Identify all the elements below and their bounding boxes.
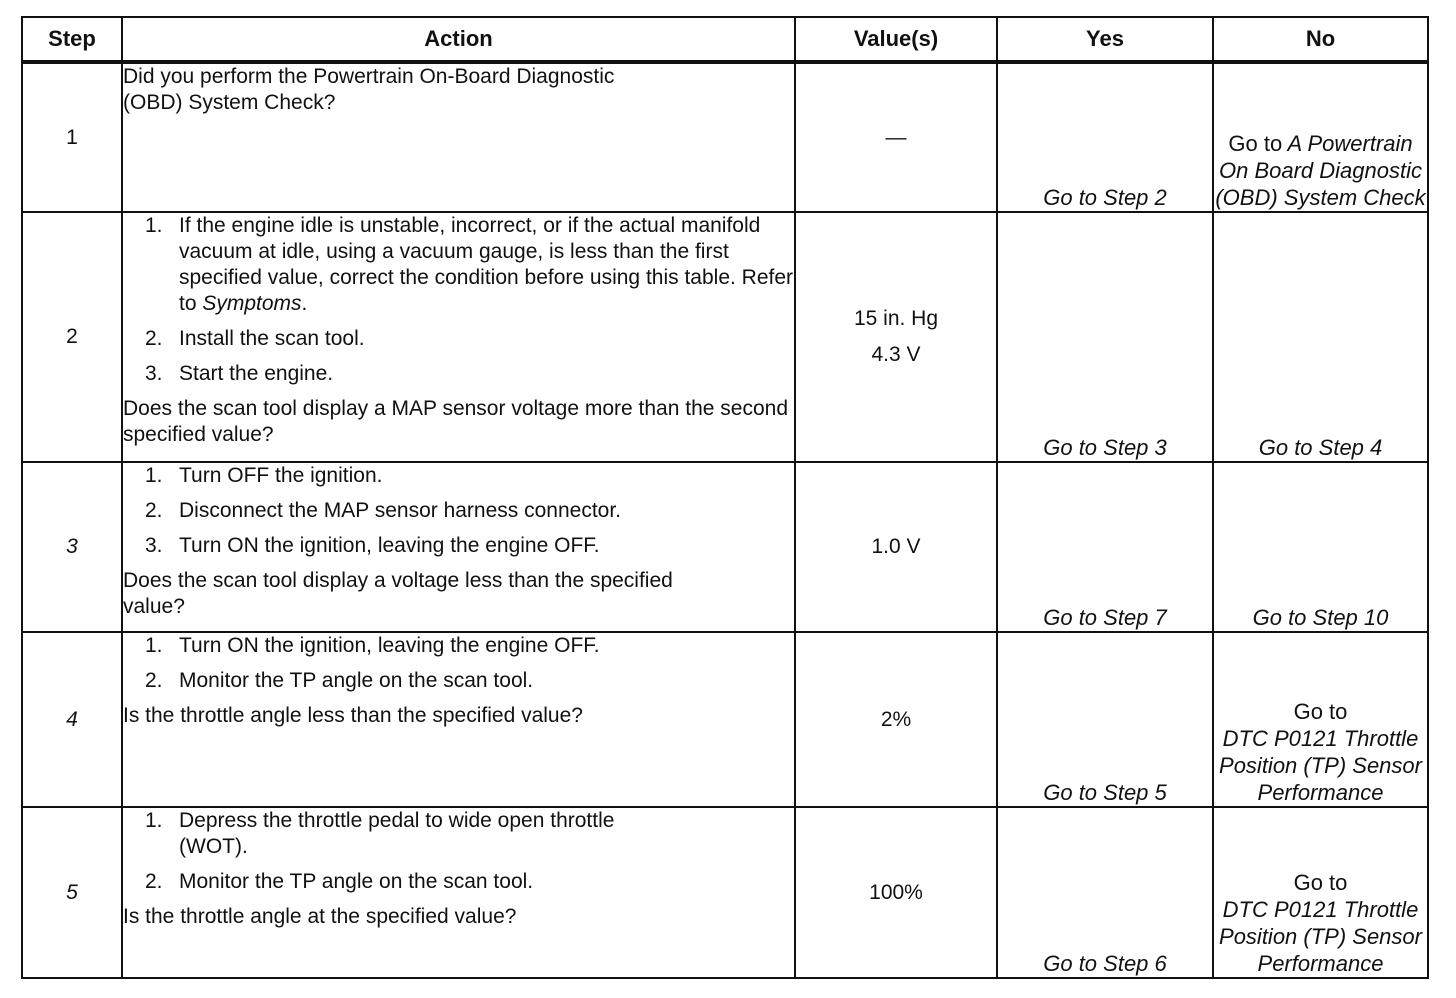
no-link[interactable] — [1213, 62, 1428, 212]
action-step — [123, 213, 794, 317]
header-action: Action — [122, 17, 795, 62]
yes-link[interactable]: Go to Step 2 — [997, 62, 1213, 212]
no-link-target: A Powertrain On Board Diagnostic (OBD) System Check — [1215, 131, 1426, 210]
yes-link[interactable]: Go to Step 3 — [997, 212, 1213, 462]
action-cell — [122, 462, 795, 632]
table-row — [22, 632, 1428, 807]
no-link[interactable]: Go to Step 10 — [1213, 462, 1428, 632]
action-step — [123, 633, 794, 659]
step-item-number: 1. — [145, 214, 163, 237]
action-step — [123, 869, 794, 895]
value-cell — [795, 462, 997, 632]
action-question: Did you perform the Powertrain On-Board Diagnostic (OBD) System Check? — [123, 65, 615, 114]
value-cell — [795, 807, 997, 978]
table-row — [22, 212, 1428, 462]
action-cell — [122, 212, 795, 462]
step-item-text: Depress the throttle pedal to wide open throttle (WOT). — [179, 809, 615, 858]
action-steps — [123, 213, 794, 387]
value-cell — [795, 632, 997, 807]
action-step — [123, 533, 794, 559]
action-step — [123, 498, 794, 524]
header-step: Step — [22, 17, 122, 62]
table-row — [22, 462, 1428, 632]
action-step — [123, 326, 794, 352]
action-question: Does the scan tool display a MAP sensor voltage more than the second specified value? — [123, 397, 788, 446]
step-item-number: 3. — [145, 534, 163, 557]
symptoms-reference[interactable]: Symptoms — [202, 292, 302, 315]
header-values: Value(s) — [795, 17, 997, 62]
step-item-text: Turn ON the ignition, leaving the engine OFF. — [179, 534, 600, 557]
no-link-prefix: Go to — [1228, 131, 1283, 156]
step-item-number: 2. — [145, 669, 163, 692]
action-question: Is the throttle angle at the specified value? — [123, 905, 517, 928]
no-link[interactable]: Go to Step 4 — [1213, 212, 1428, 462]
yes-link[interactable]: Go to Step 6 — [997, 807, 1213, 978]
step-number: 3 — [22, 462, 122, 632]
step-item-number: 1. — [145, 809, 163, 832]
value-text: 100% — [869, 880, 923, 904]
step-item-text: Turn ON the ignition, leaving the engine OFF. — [179, 634, 600, 657]
action-cell — [122, 632, 795, 807]
action-step — [123, 463, 794, 489]
value-cell — [795, 62, 997, 212]
no-link-prefix: Go to — [1293, 870, 1348, 895]
action-steps — [123, 463, 794, 559]
value-text: 4.3 V — [871, 343, 921, 366]
step-item-number: 2. — [145, 327, 163, 350]
step-number: 4 — [22, 632, 122, 807]
step-item-end: . — [301, 292, 308, 315]
step-item-text: Turn OFF the ignition. — [179, 464, 383, 487]
value-cell — [795, 212, 997, 462]
table-row — [22, 807, 1428, 978]
yes-link[interactable]: Go to Step 7 — [997, 462, 1213, 632]
diagnostic-table — [21, 16, 1429, 979]
step-item-number: 1. — [145, 464, 163, 487]
value-text: — — [885, 125, 907, 149]
action-cell — [122, 807, 795, 978]
action-question: Is the throttle angle less than the specified value? — [123, 704, 583, 727]
header-no: No — [1213, 17, 1428, 62]
step-item-text: Install the scan tool. — [179, 327, 365, 350]
action-step — [123, 808, 794, 860]
step-item-number: 1. — [145, 634, 163, 657]
no-link[interactable] — [1213, 807, 1428, 978]
step-item-text: Monitor the TP angle on the scan tool. — [179, 669, 534, 692]
no-link-target: DTC P0121 Throttle Position (TP) Sensor Performance — [1219, 897, 1422, 976]
step-item-number: 3. — [145, 362, 163, 385]
action-steps — [123, 633, 794, 694]
header-row — [22, 17, 1428, 62]
action-step — [123, 361, 794, 387]
value-text: 1.0 V — [871, 535, 921, 558]
value-text: 2% — [880, 707, 912, 731]
no-link[interactable] — [1213, 632, 1428, 807]
yes-link[interactable]: Go to Step 5 — [997, 632, 1213, 807]
step-number: 5 — [22, 807, 122, 978]
step-number: 2 — [22, 212, 122, 462]
action-step — [123, 668, 794, 694]
step-item-text: If the engine idle is unstable, incorrect, or if the actual manifold vacuum at idle, using a vacuum gauge, is less than the first specified value, correct the condition before using this table. Refer to — [179, 214, 794, 315]
step-number: 1 — [22, 62, 122, 212]
action-question: Does the scan tool display a voltage less than the specified value? — [123, 569, 673, 618]
step-item-number: 2. — [145, 499, 163, 522]
header-yes: Yes — [997, 17, 1213, 62]
step-item-text: Start the engine. — [179, 362, 334, 385]
step-item-text: Disconnect the MAP sensor harness connector. — [179, 499, 622, 522]
value-text: 15 in. Hg — [853, 307, 939, 330]
action-steps — [123, 808, 794, 895]
action-cell — [122, 62, 795, 212]
table-row — [22, 62, 1428, 212]
no-link-prefix: Go to — [1293, 699, 1348, 724]
step-item-text: Monitor the TP angle on the scan tool. — [179, 870, 534, 893]
no-link-target: DTC P0121 Throttle Position (TP) Sensor Performance — [1219, 726, 1422, 805]
step-item-number: 2. — [145, 870, 163, 893]
